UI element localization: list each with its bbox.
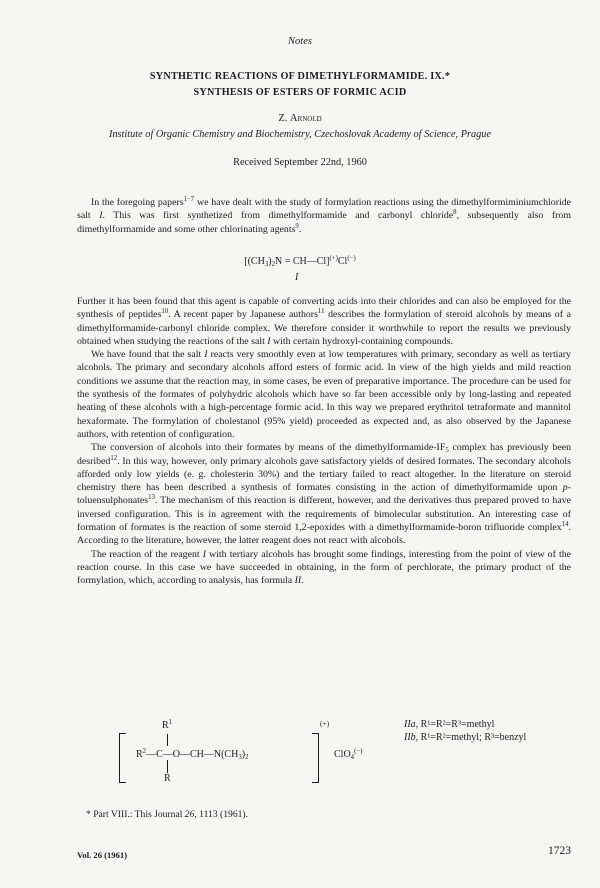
footer-volume: Vol. 26 (1961)	[77, 850, 128, 860]
structure-2	[0, 715, 600, 795]
legend-iia: IIa, R¹=R²=R³=methyl	[404, 719, 495, 730]
institute: Institute of Organic Chemistry and Biochemistry, Czechoslovak Academy of Science, Prague	[108, 129, 492, 140]
page-number: 1723	[548, 845, 571, 857]
body-paragraph-4: The conversion of alcohols into their formates by means of the dimethylformamide-$IF_5$ complex has previously been desribed$^{12}$. In this way, however, only primary alcohols gave satisfactory yields of desired formates. The secondary alcohols afforded only low yields (e. g. cholesterin 30%) and the tertiary failed to react altogether. In the literature on steroid chemistry there has been described a synthesis of formates consisting in the action of dimethylformamide upon p-toluensulphonates$^{13}$. The mechanism of this reaction is different, however, and the derivatives thus prepared proved to have inversed configuration. This is in agreement with the requirements of bimolecular substitution. An interesting case of formation of formates is the reaction of some steroid 1,2-epoxides with a dimethylformamide-boron trifluoride complex$^{14}$. According to the literature, however, the latter reagent does not react with alcohols.	[77, 442, 571, 547]
r1-label: $R^1$	[162, 719, 173, 731]
anion: ClO$_4$(−)	[334, 748, 363, 761]
author-initial: Z.	[278, 113, 290, 124]
cation-charge: (+)	[320, 719, 330, 728]
author	[0, 113, 600, 124]
body-paragraph-2: Further it has been found that this agent is capable of converting acids into their chlorides and can also be employed for the synthesis of peptides$^{10}$. A recent paper by Japanese authors$^{11}$ describes the formylation of steroid alcohols by means of a dimethylformamide-carbonyl chloride complex. We therefore consider it worthwhile to report the results we previously obtained when studying the reactions of the salt I with certain hydroxyl-containing compounds.	[77, 296, 571, 347]
bond-up	[167, 734, 168, 746]
section-header: Notes	[288, 36, 312, 47]
legend-iib: IIb, R¹=R²=methyl; R³=benzyl	[404, 732, 527, 743]
title-line-1: SYNTHETIC REACTIONS OF DIMETHYLFORMAMIDE. IX.*	[149, 71, 451, 82]
formula-1-label: I	[295, 272, 299, 283]
formula-1: [$(CH_3)_2N$ = CH—Cl](+)Cl(−)	[244, 255, 356, 268]
body-paragraph-3: We have found that the salt I reacts very smoothly even at low temperatures with primary, secondary as well as tertiary alcohols. The primary and secondary alcohols afford esters of formic acid. In view of the high yields and mild reaction conditions we assume that the reaction may, in some cases, be even of preparative importance. The procedure can be used for the synthesis of the formates of polyhydric alcohols which have so far been accessible only by long-lasting and repeated heating of these alcohols with a high-percentage formic acid. In this way we prepared erythritol tetraformate and mannitol hexaformate. The formylation of cholestanol (95% yield) proceeded as expected and, as also observed by the Japanese authors, with retention of configuration.	[77, 349, 571, 440]
body-main	[77, 295, 571, 588]
article-title	[60, 69, 540, 100]
received-date: Received September 22nd, 1960	[233, 157, 367, 168]
r-bottom-label: R	[164, 773, 171, 784]
structure-chain: $R^2—C—O—CH—N(CH_3)_2$	[136, 748, 249, 761]
body-paragraph-1: In the foregoing papers$^{1-7}$ we have dealt with the study of formylation reactions using the dimethylformiminiumchloride salt I. This was first synthetized from dimethylformamide and carbonyl chloride$^8$, subsequently also from dimethylformamide and some other chlorinating agents$^9$.	[77, 196, 572, 235]
footnote: * Part VIII.: This Journal 26, 1113 (1961).	[86, 809, 249, 820]
title-line-2: SYNTHESIS OF ESTERS OF FORMIC ACID	[193, 86, 407, 98]
body-paragraph-5: The reaction of the reagent I with tertiary alcohols has brought some findings, interesting from the point of view of the reaction course. In this case we have succeeded in obtaining, in the form of perchlorate, the primary product of the formylation, which, according to analysis, has formula II.	[77, 548, 571, 587]
author-surname: Arnold	[289, 113, 322, 124]
bond-down	[167, 760, 168, 773]
